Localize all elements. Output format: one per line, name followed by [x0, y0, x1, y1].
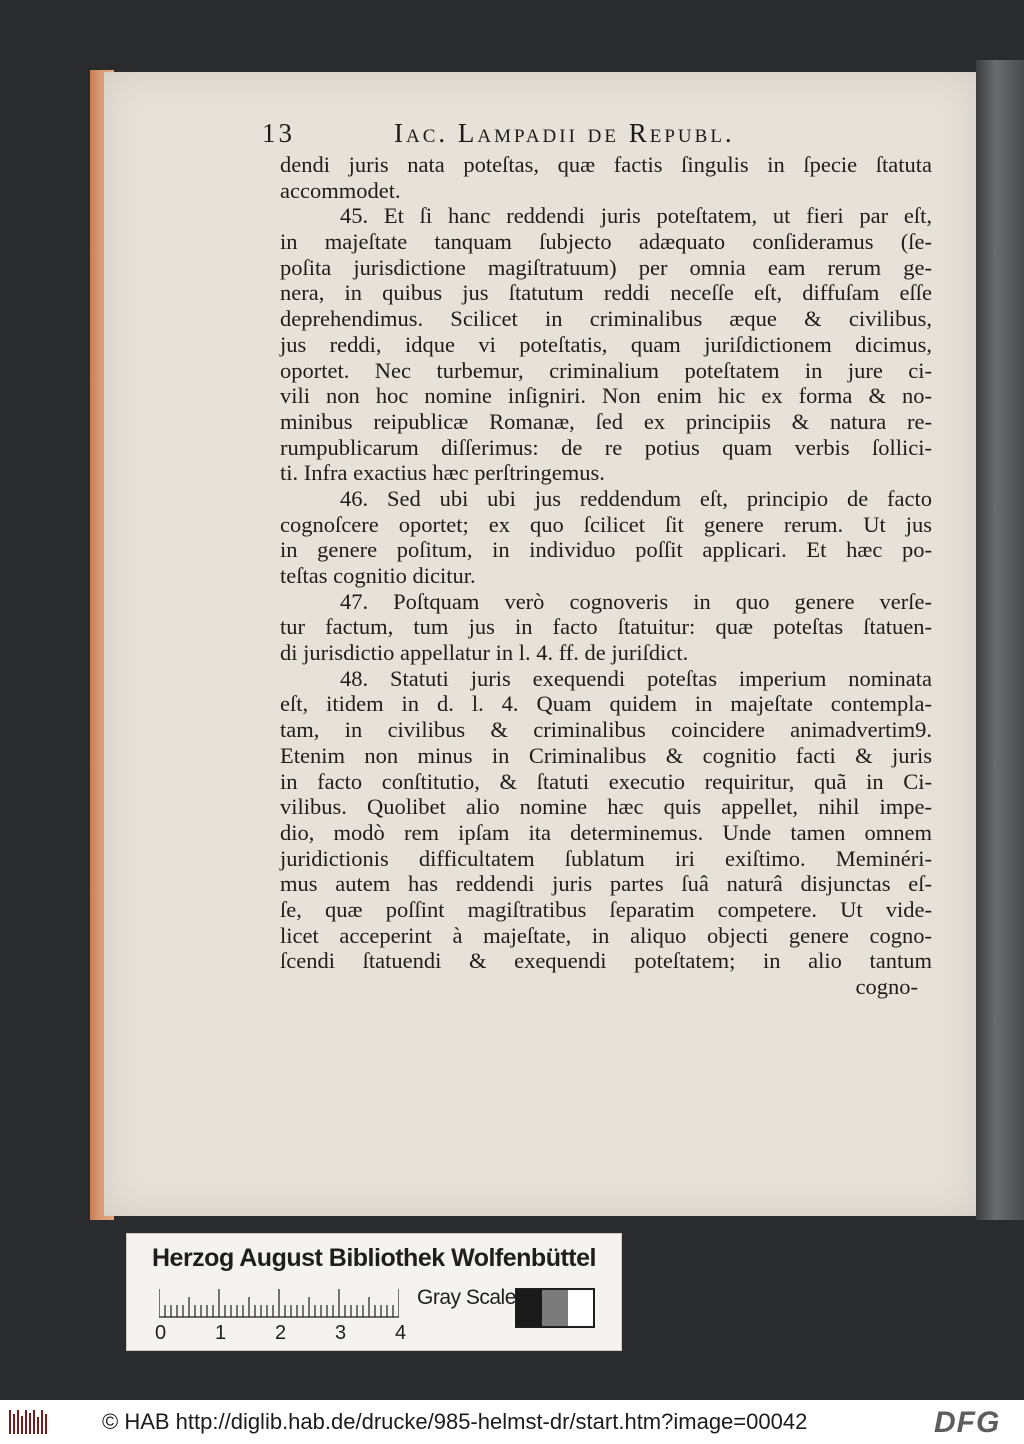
swatch-mid: [542, 1290, 567, 1326]
text-line: accommodet.: [280, 177, 401, 203]
text-line: licet acceperint à majeſtate, in aliquo objecti genere cogno-: [280, 922, 932, 948]
catchword: cogno-: [855, 974, 918, 999]
swatch-dark: [517, 1290, 542, 1326]
text-line: jus reddi, idque vi poteſtatis, quam juriſdictionem dicimus,: [280, 331, 932, 357]
gray-scale-label: Gray Scale: [417, 1286, 516, 1309]
text-line: dendi juris nata poteſtas, quæ factis ſingulis in ſpecie ſtatuta: [280, 152, 932, 177]
ruler-label: 3: [335, 1322, 347, 1344]
text-line: 45. Et ſi hanc reddendi juris poteſtatem, ut fieri par eſt,: [340, 203, 932, 229]
text-line: deprehendimus. Scilicet in criminalibus æque & civilibus,: [280, 306, 932, 332]
text-line: 48. Statuti juris exequendi poteſtas imperium nominata: [340, 665, 932, 691]
text-line: juridictionis difficultatem ſublatum iri exiſtimo. Meminéri-: [280, 845, 932, 871]
text-line: ti. Infra exactius hæc perſtringemus.: [280, 460, 605, 486]
text-line: oportet. Nec turbemur, criminalium poteſtatem in jure ci-: [280, 357, 932, 383]
ruler-labels: [155, 1322, 415, 1346]
text-line: di jurisdictio appellatur in l. 4. ff. de juriſdict.: [280, 640, 689, 666]
ruler-label: 2: [275, 1322, 287, 1344]
page-header: [262, 118, 942, 152]
text-line: ſcendi ſtatuendi & exequendi poteſtatem; in alio tantum: [280, 948, 932, 974]
text-line: tur factum, tum jus in facto ſtatuitur: quæ poteſtas ſtatuen-: [280, 614, 932, 640]
running-head: Iac. Lampadii de Republ.: [394, 118, 735, 148]
footer-bar: [0, 1400, 1024, 1444]
text-line: vilibus. Quolibet alio nomine hæc quis appellet, nihil impe-: [280, 794, 932, 820]
text-line: vili non hoc nomine inſigniri. Non enim hic ex forma & no-: [280, 383, 932, 409]
ruler-label: 4: [395, 1322, 407, 1344]
barcode-logo-icon: [8, 1408, 48, 1436]
text-line: in facto conſtitutio, & ſtatuti executio requiritur, quã in Ci-: [280, 768, 932, 794]
ruler-label: 1: [215, 1322, 227, 1344]
text-line: minibus reipublicæ Romanæ, ſed ex principiis & natura re-: [280, 408, 932, 434]
text-line: dio, modò rem ipſam ita determinemus. Unde tamen omnem: [280, 819, 932, 845]
text-line: poſita jurisdictione magiſtratuum) per omnia eam rerum ge-: [280, 254, 932, 280]
body-text: [280, 152, 932, 1000]
dfg-logo: DFG: [934, 1406, 1001, 1439]
adjacent-page-edge: [976, 60, 1024, 1220]
text-line: teſtas cognitio dicitur.: [280, 563, 476, 588]
gray-scale-swatches: [515, 1288, 595, 1328]
text-line: Etenim non minus in Criminalibus & cognitio facti & juris: [280, 742, 932, 768]
text-line: in majeſtate tanquam ſubjecto adæquato conſideramus (ſe-: [280, 229, 932, 255]
text-line: nera, in quibus jus ſtatutum reddi neceſſe eſt, diffuſam eſſe: [280, 280, 932, 306]
ruler-scale: [159, 1288, 399, 1318]
folio-number: 13: [262, 118, 295, 148]
copyright-url: © HAB http://diglib.hab.de/drucke/985-helmst-dr/start.htm?image=00042: [102, 1409, 808, 1434]
text-line: ſe, quæ poſſint magiſtratibus ſeparatim competere. Ut vide-: [280, 896, 932, 922]
text-line: cognoſcere oportet; ex quo ſcilicet ſit genere rerum. Ut jus: [280, 511, 932, 537]
text-line: in genere poſitum, in individuo poſſit applicari. Et hæc po-: [280, 537, 932, 563]
color-calibration-card: [126, 1233, 622, 1351]
ruler-label: 0: [155, 1322, 167, 1344]
library-name: Herzog August Bibliothek Wolfenbüttel: [152, 1244, 596, 1272]
text-line: eſt, itidem in d. l. 4. Quam quidem in majeſtate contempla-: [280, 691, 932, 717]
text-line: mus autem has reddendi juris partes ſuâ naturâ disjunctas eſ-: [280, 871, 932, 897]
swatch-light: [568, 1290, 593, 1326]
text-line: rumpublicarum diſſerimus: de re potius quam verbis ſollici-: [280, 434, 932, 460]
text-line: tam, in civilibus & criminalibus coincidere animadvertim9.: [280, 717, 932, 743]
text-line: 46. Sed ubi ubi jus reddendum eſt, principio de facto: [340, 485, 932, 511]
text-line: 47. Poſtquam verò cognoveris in quo genere verſe-: [340, 588, 932, 614]
